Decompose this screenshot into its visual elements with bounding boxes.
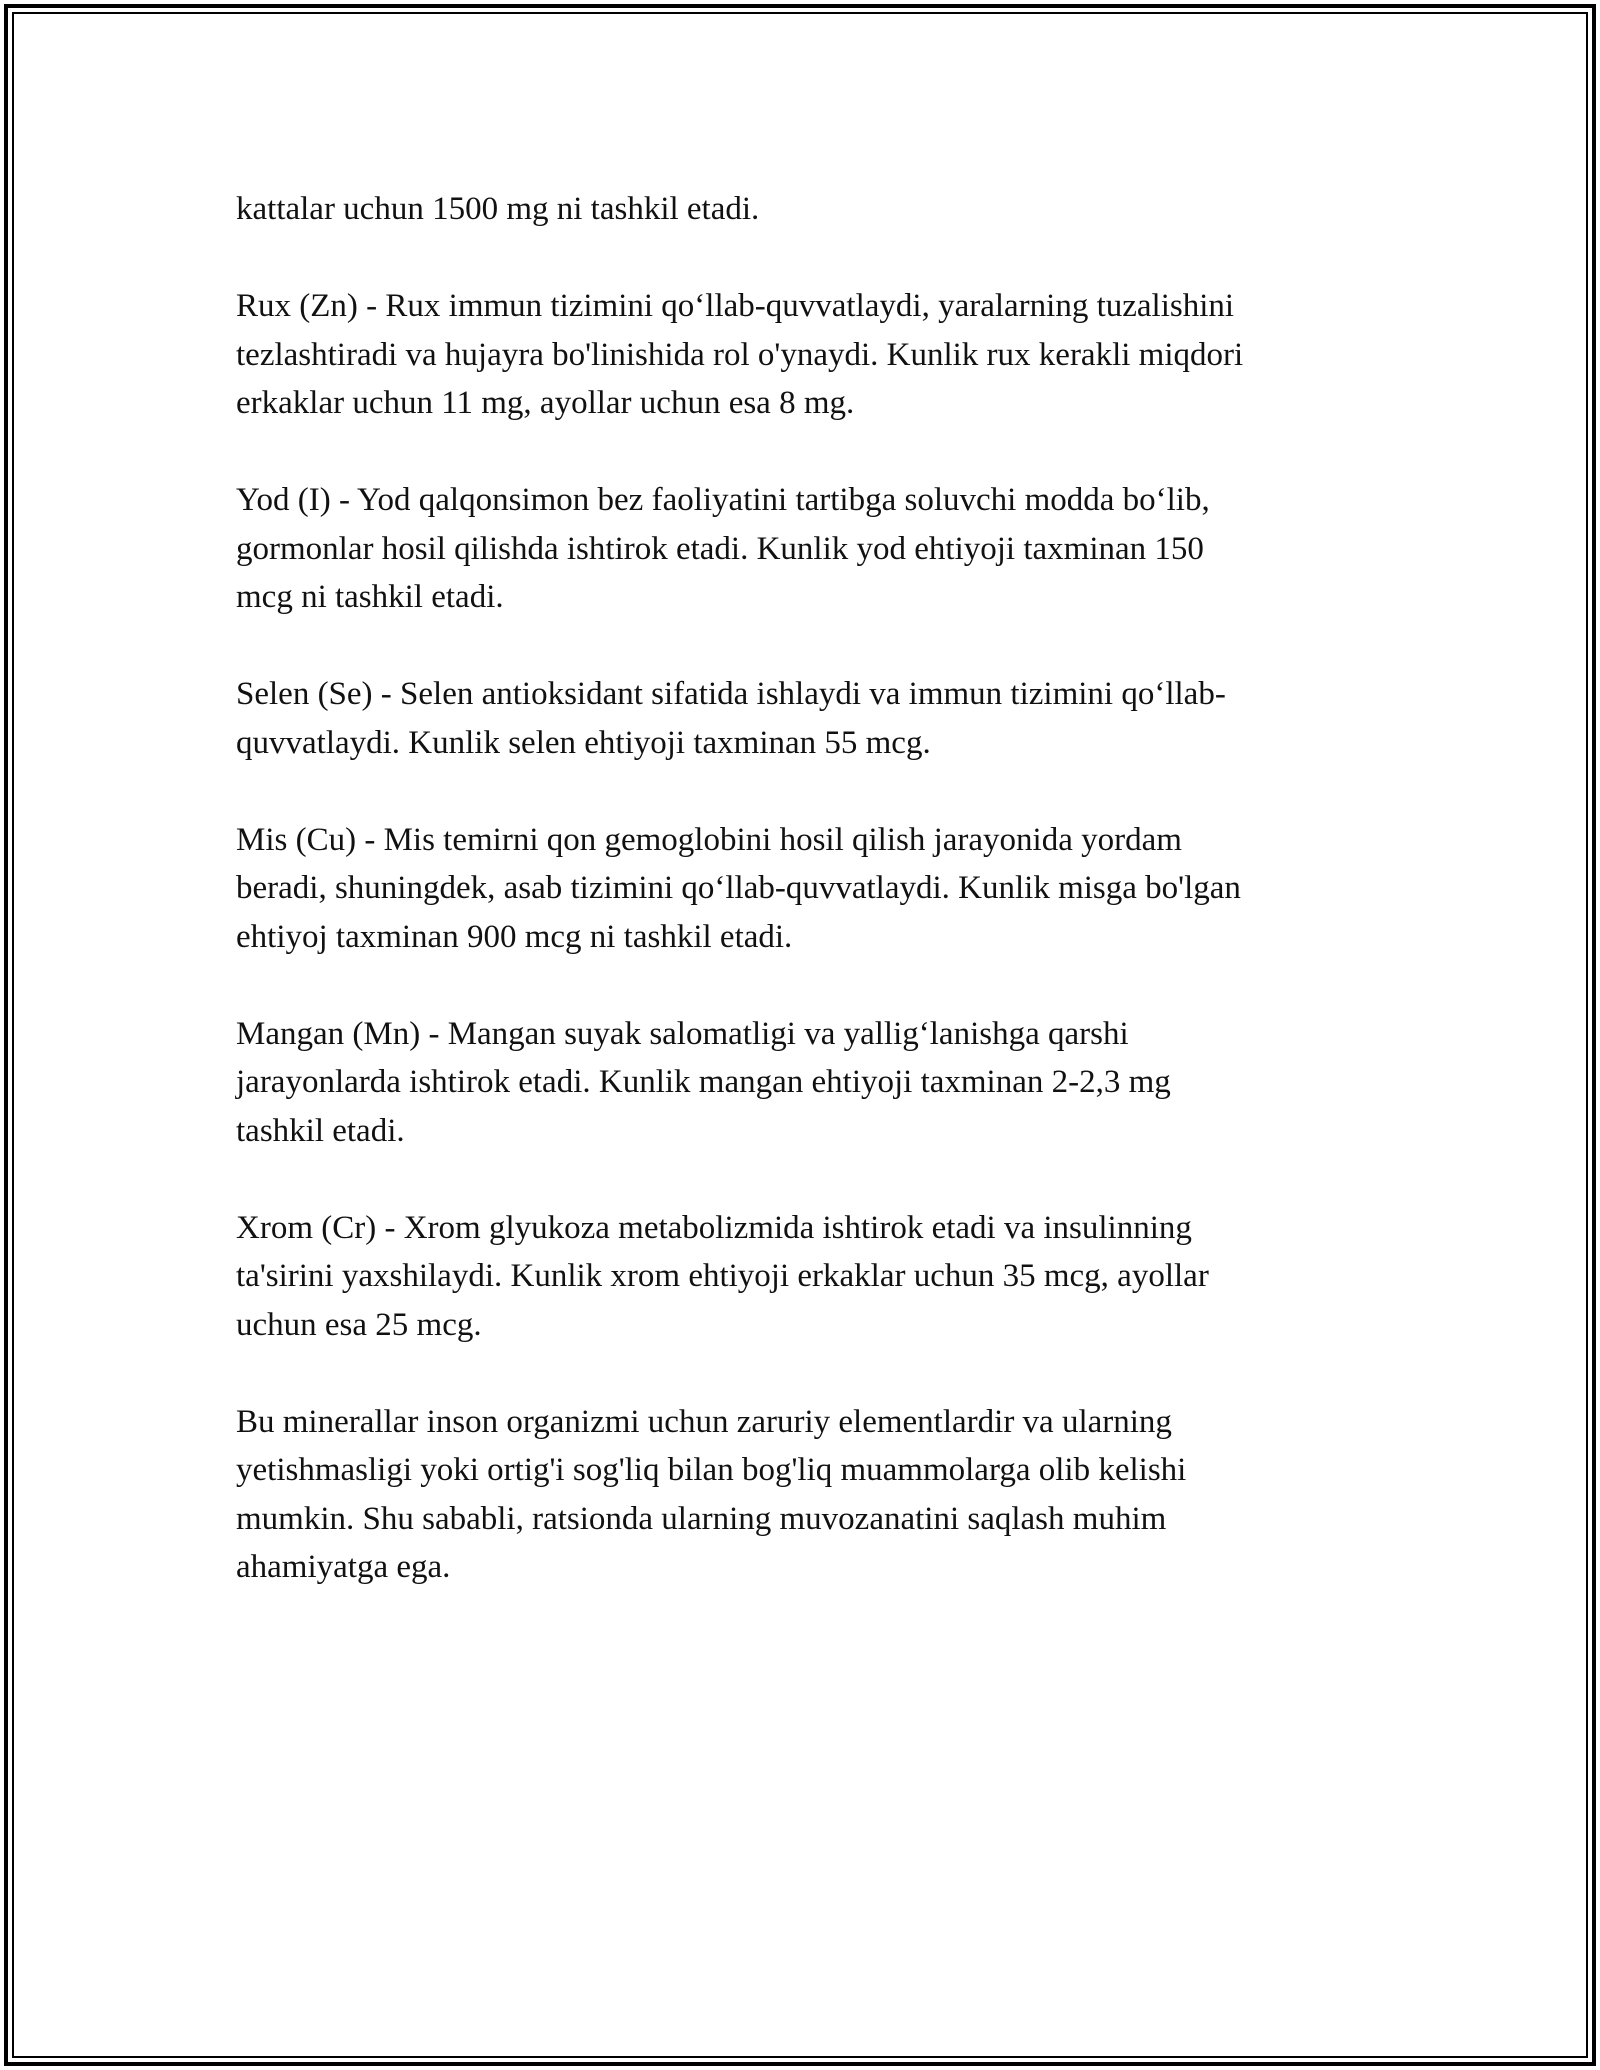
paragraph-selenium: Selen (Se) - Selen antioksidant sifatida ishlaydi va immun tizimini qo‘llab- quvvatlaydi. Kunlik selen ehtiyoji taxminan 55 mcg. [236,676,1226,761]
document-body [236,185,1376,1640]
paragraph-continuation: kattalar uchun 1500 mg ni tashkil etadi. [236,191,760,227]
paragraph-copper: Mis (Cu) - Mis temirni qon gemoglobini hosil qilish jarayonida yordam beradi, shuningdek, asab tizimini qo‘llab-quvvatlaydi. Kunlik misga bo'lgan ehtiyoj taxminan 900 mcg ni tashkil etadi. [236,821,1241,955]
paragraph-conclusion: Bu minerallar inson organizmi uchun zaruriy elementlardir va ularning yetishmasligi yoki ortig'i sog'liq bilan bog'liq muammolarga olib kelishi mumkin. Shu sababli, ratsionda ularning muvozanatini saqlash muhim ahamiyatga ega. [236,1403,1187,1585]
paragraph-manganese: Mangan (Mn) - Mangan suyak salomatligi va yallig‘lanishga qarshi jarayonlarda ishtirok etadi. Kunlik mangan ehtiyoji taxminan 2-2,3 mg tashkil etadi. [236,1015,1171,1149]
paragraph-iodine: Yod (I) - Yod qalqonsimon bez faoliyatini tartibga soluvchi modda bo‘lib, gormonlar hosil qilishda ishtirok etadi. Kunlik yod ehtiyoji taxminan 150 mcg ni tashkil etadi. [236,482,1210,615]
paragraph-chromium: Xrom (Cr) - Xrom glyukoza metabolizmida ishtirok etadi va insulinning ta'sirini yaxshilaydi. Kunlik xrom ehtiyoji erkaklar uchun 35 mcg, ayollar uchun esa 25 mcg. [236,1209,1209,1343]
paragraph-zinc: Rux (Zn) - Rux immun tizimini qo‘llab-quvvatlaydi, yaralarning tuzalishini tezlashtiradi va hujayra bo'linishida rol o'ynaydi. Kunlik rux kerakli miqdori erkaklar uchun 11 mg, ayollar uchun esa 8 mg. [236,288,1244,421]
